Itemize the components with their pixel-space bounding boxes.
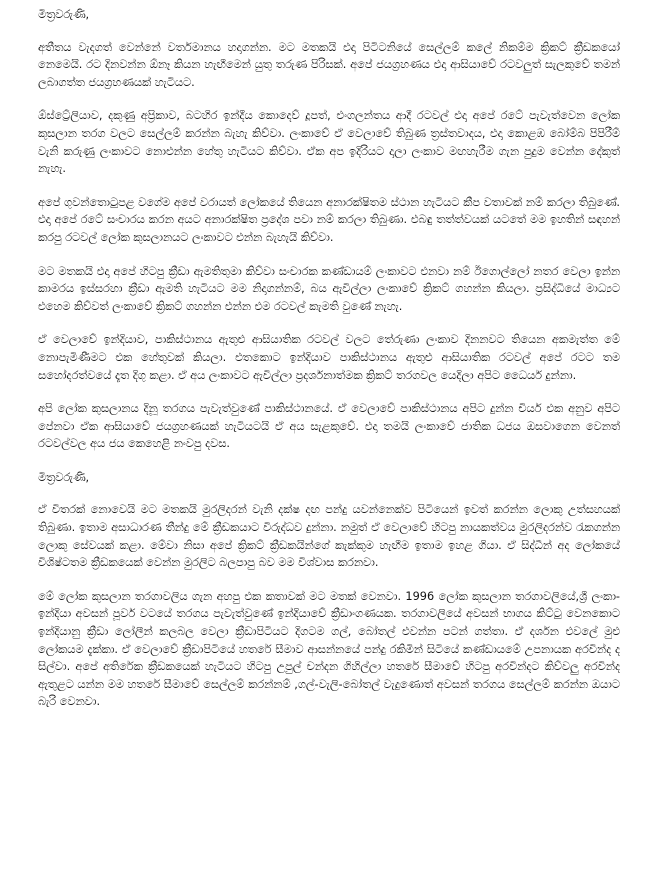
paragraph-sports-minister: මට මතකයි එදා අපේ හිටපු ක්‍රීඩා ඇමතිතුමා කිව්වා සංචාරක කණ්ඩායම් ලංකාවට එනවා නම් ඊගොල්ලෝ නතර වෙලා ඉන්න කාමරය ඉස්සරහා ක්‍රීඩා ඇමති හැටියට මම නිදාගන්නම්, බය ඇවිල්ලා ලංකාවේ ක්‍රිකට් ගහන්න කියලා. ප්‍රසිද්ධියේ මාධ්‍යට එහෙම කිව්වත් ලංකාවේ ක්‍රිකට් ගහන්න එන්න එම රටවල් කැමති වුණේ නැහැ. [38,264,620,313]
paragraph-unsafe-places: අපේ ගුවන්තොටුපළ වගේම අපේ වරායත් ලෝකයේ තියෙන අනාරක්ෂිතම ස්ථාන හැටියට කීප වතාවක් නම් කරලා තිබුණේ. එදා අපේ රටේ සංචාරය කරන අයට අනාරක්ෂිත ප්‍රදේශ පවා නම් කරලා තිබුණා. එබඳු තත්ත්වයක් යටතේ මම ඉහතින් සඳහන් කරපු රටවල් ලෝක කුසලානයට ලංකාවට එන්න බැහැයි කිව්වා. [38,195,620,244]
greeting-2: මිත්‍රවරුණි, [38,470,90,484]
paragraph-countries-refused: ඕස්ට්‍රේලියාව, දකුණු අප්‍රිකාව, බටහිර ඉන්දීය කොදෙව් දූපත්, එංගලන්තය ආදී රටවල් එදා අපේ රටේ පැවැත්වෙන ලෝක කුසලාන තරග වලට සෙල්ලම් කරන්න බැහැ කිව්වා. ලංකාවේ ඒ වෙලාවේ තිබුණ ත්‍රස්තවාදය, එදා කොළඹ බෝම්බ පිපිරීම් වැනි කරුණු ලංකාවට නොඑන්න හේතු හැටියට කිව්වා. ඒක අප ඉදිරියට දාලා ලංකාව මඟහැරීම ගැන පුදුම වෙන්න දේකුත් නැහැ. [38,109,620,176]
paragraph-final-in-pakistan: අපි ලෝක කුසලානය දිනූ තරගය පැවැත්වුණේ පාකිස්ථානයේ. ඒ වෙලාවේ පාකිස්ථානය අපිට දුන්න චියර් එක අනුව අපිට පේනවා ඒක ආසියාවේ ජයග්‍රහණයක් හැටියටයි ඒ අය සැළකුවේ. එදා තමයි ලංකාවේ ජාතික ධජය ඔසවාගෙන වෙනත් රටවල්වල අය ජය කෙහෙළි නංවපු දවස. [38,402,620,451]
paragraph-asian-support: ඒ වෙලාවේ ඉන්දියාව, පාකිස්ථානය ඇතුළු ආසියාතික රටවල් වලට තේරුණා ලංකාව දිනනවට තියෙන අකමැත්ත මේ නොපැමිණීමට එක හේතුවක් කියලා. එතකොට ඉන්දියාව පාකිස්ථානය ඇතුළු ආසියාතික රටවල් අපේ රටට තම සහෝදරත්වයේ දෑත දිගු කළා. ඒ අය ලංකාවට ඇවිල්ලා ප්‍රදර්ශනාත්මක ක්‍රිකට් තරගවල යෙදිලා අපිට ධෛර්ය දුන්නා. [38,333,620,382]
paragraph-muralitharan: ඒ විතරක් නොවෙයි මට මතකයි මුරලිදරන් වැනි දක්ෂ දඟ පන්දු යවන්නෙක්ව පිටියෙන් ඉවත් කරන්න ලොකු උත්සහයක් තිබුණා. ඉතාම අසාධාරණ තීන්දු මේ ක්‍රීඩකයාට විරුද්ධව දුන්නා. නමුත් ඒ වෙලාවේ හිටපු නායකත්වය මුරලිදරන්ව රැකගන්න ලොකු සේවයක් කළා. මේවා නිසා අපේ ක්‍රිකට් ක්‍රීඩකයින්ගේ කැක්කුම හැඟීම ඉතාම ඉහළ ගියා. ඒ සිද්ධීන් අද ලෝකයේ විශිෂ්ටතම ක්‍රීඩකයෙක් වෙන්න මුරලිට බලපාපු බව මම විශ්වාස කරනවා. [38,503,620,570]
greeting-1: මිත්‍රවරුණි, [38,8,90,21]
paragraph-past-and-present: අතීතය වැදගත් වෙන්නේ වර්තමානය හදාගන්න. මට මතකයි එදා පිටිටනියේ සෙල්ලම් කලේ නිකම්ම ක්‍රිකට් ක්‍රීඩකයෝ නෙමෙයි. රට දිනවන්න ඕනෑ කියන හැඟීමෙන් යුතු තරුණ පිරිසක්. අපේ ජයග්‍රහණය එදා ආසියාවේ රටවලුත් සැලකුවේ තමන් ලබාගත්ත ජයග්‍රහණයක් හැටියට. [38,40,620,89]
paragraph-1996-semifinal: මේ ලෝක කුසලාන තරගාවලිය ගැන අහපු එක කතාවක් මට මතක් වෙනවා. 1996 ලෝක කුසලාන තරගාවලියේ,ශ්‍රී ලංකා-ඉන්දියා අවසන් පූර්ව වටයේ තරගය පැවැත්වුණේ ඉන්දියාවේ ක්‍රීඩාංගණයක. තරගාවලියේ අවසන් භාගය කිට්ටු වෙනකොට ඉන්දියානු ක්‍රීඩා ලෝලීන් කලබල වෙලා ක්‍රීඩාපිටියට දිගටම ගල්, බෝතල් එවන්න පටන් ගත්තා. ඒ දර්ශන එවලේ මුළු ලෝකයම දැක්කා. ඒ වෙලාවේ ක්‍රීඩාපිටියේ හතරේ සීමාව ආසන්නයේ පන්දු රකිමින් සිටියේ කණ්ඩායමේ උපනායක අරවින්ද ද සිල්වා. අපේ අතිරේක ක්‍රීඩකයෙක් හැටියට හිටපු උපුල් චන්දන ගිහිල්ලා හතරේ සීමාවේ හිටපු අරවින්දට කිව්වලු අරවින්ද ඇතුළට යන්න මම හතරේ සීමාවේ සෙල්ලම් කරන්නම් ,ගල්-වැලි-බෝතල් වැදුණොත් අවසන් තරගය සෙල්ලම් කරන්න ඔයාට බැරි වෙනවා. [38,589,620,709]
